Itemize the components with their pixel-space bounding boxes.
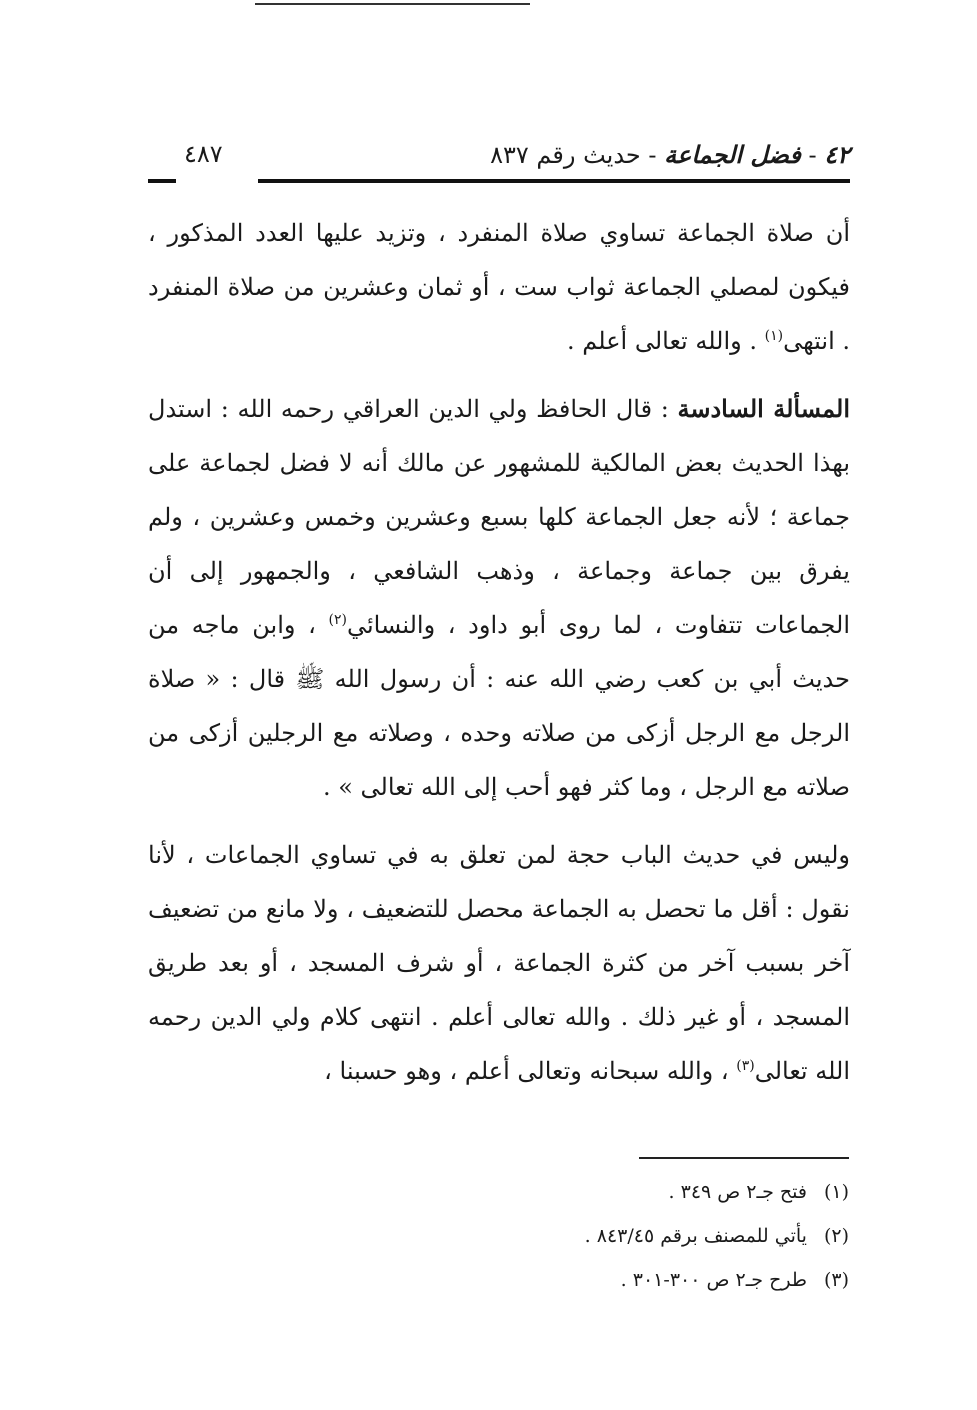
footnotes bbox=[289, 1170, 849, 1302]
paragraph-2-text: : قال الحافظ ولي الدين العراقي رحمه الله : استدل بهذا الحديث بعض المالكية للمشهور عن مالك أنه لا فضل لجماعة على جماعة ؛ لأنه جعل الجماعة كلها بسبع وعشرين وخمس وعشرين ، ولم يفرق بين جماعة وجماعة ، وذهب الشافعي ، والجمهور إلى أن الجماعات تتفاوت ، لما روى أبو داود ، والنسائي bbox=[148, 395, 851, 639]
footnote-separator bbox=[639, 1157, 849, 1159]
hadith-reference: حديث رقم ٨٣٧ bbox=[490, 141, 641, 169]
page-number: ٤٨٧ bbox=[184, 140, 223, 168]
paragraph-3-text-end: ، والله سبحانه وتعالى أعلم ، وهو حسبنا ، bbox=[324, 1057, 737, 1085]
footnote-1 bbox=[289, 1170, 849, 1214]
footnote-number: (٣) bbox=[823, 1269, 849, 1291]
running-header bbox=[148, 140, 850, 186]
chapter-separator: - bbox=[808, 141, 817, 169]
paragraph-3 bbox=[148, 828, 850, 1098]
chapter-name: فضل الجماعة bbox=[664, 140, 801, 169]
footnote-text: طرح جـ٢ ص ٣٠٠-٣٠١ . bbox=[620, 1269, 807, 1291]
header-rule bbox=[258, 179, 850, 183]
main-text bbox=[148, 206, 850, 1098]
footnote-text: يأتي للمصنف برقم ٨٤٣/٤٥ . bbox=[584, 1225, 807, 1247]
paragraph-1-text-end: . والله تعالى أعلم . bbox=[567, 327, 765, 355]
footnote-ref-1: (١) bbox=[764, 328, 784, 344]
footnote-text: فتح جـ٢ ص ٣٤٩ . bbox=[668, 1181, 807, 1203]
paragraph-2-text-end: ، وابن ماجه من حديث أبي بن كعب رضي الله عنه : أن رسول الله ﷺ قال : « صلاة الرجل مع الرجل أزكى من صلاته وحده ، وصلاته مع الرجلين أزكى من صلاته مع الرجل ، وما كثر فهو أحب إلى الله تعالى » . bbox=[148, 611, 850, 801]
footnote-ref-3: (٣) bbox=[736, 1058, 755, 1074]
footnote-number: (٢) bbox=[823, 1225, 849, 1247]
issue-label: المسألة السادسة bbox=[677, 394, 851, 423]
chapter-number: ٤٢ bbox=[824, 140, 850, 169]
header-title bbox=[490, 140, 850, 169]
header-rule-short bbox=[148, 179, 176, 183]
footnote-number: (١) bbox=[823, 1181, 849, 1203]
paragraph-3-text: وليس في حديث الباب حجة لمن تعلق به في تساوي الجماعات ، لأنا نقول : أقل ما تحصل به الجماعة محصل للتضعيف ، ولا مانع من تضعيف آخر بسبب آخر من كثرة الجماعة ، أو شرف المسجد ، أو بعد طريق المسجد ، أو غير ذلك . والله تعالى أعلم . انتهى كلام ولي الدين رحمه الله تعالى bbox=[148, 841, 850, 1085]
top-edge-rule bbox=[255, 3, 530, 5]
footnote-ref-2: (٢) bbox=[328, 612, 347, 628]
footnote-3 bbox=[289, 1258, 849, 1302]
header-separator: - bbox=[648, 141, 657, 169]
footnote-2 bbox=[289, 1214, 849, 1258]
paragraph-1-text: أن صلاة الجماعة تساوي صلاة المنفرد ، وتزيد عليها العدد المذكور ، فيكون لمصلي الجماعة ثواب ست ، أو ثمان وعشرين من صلاة المنفرد . انتهى bbox=[148, 219, 850, 355]
paragraph-2 bbox=[148, 382, 850, 814]
paragraph-1 bbox=[148, 206, 850, 368]
